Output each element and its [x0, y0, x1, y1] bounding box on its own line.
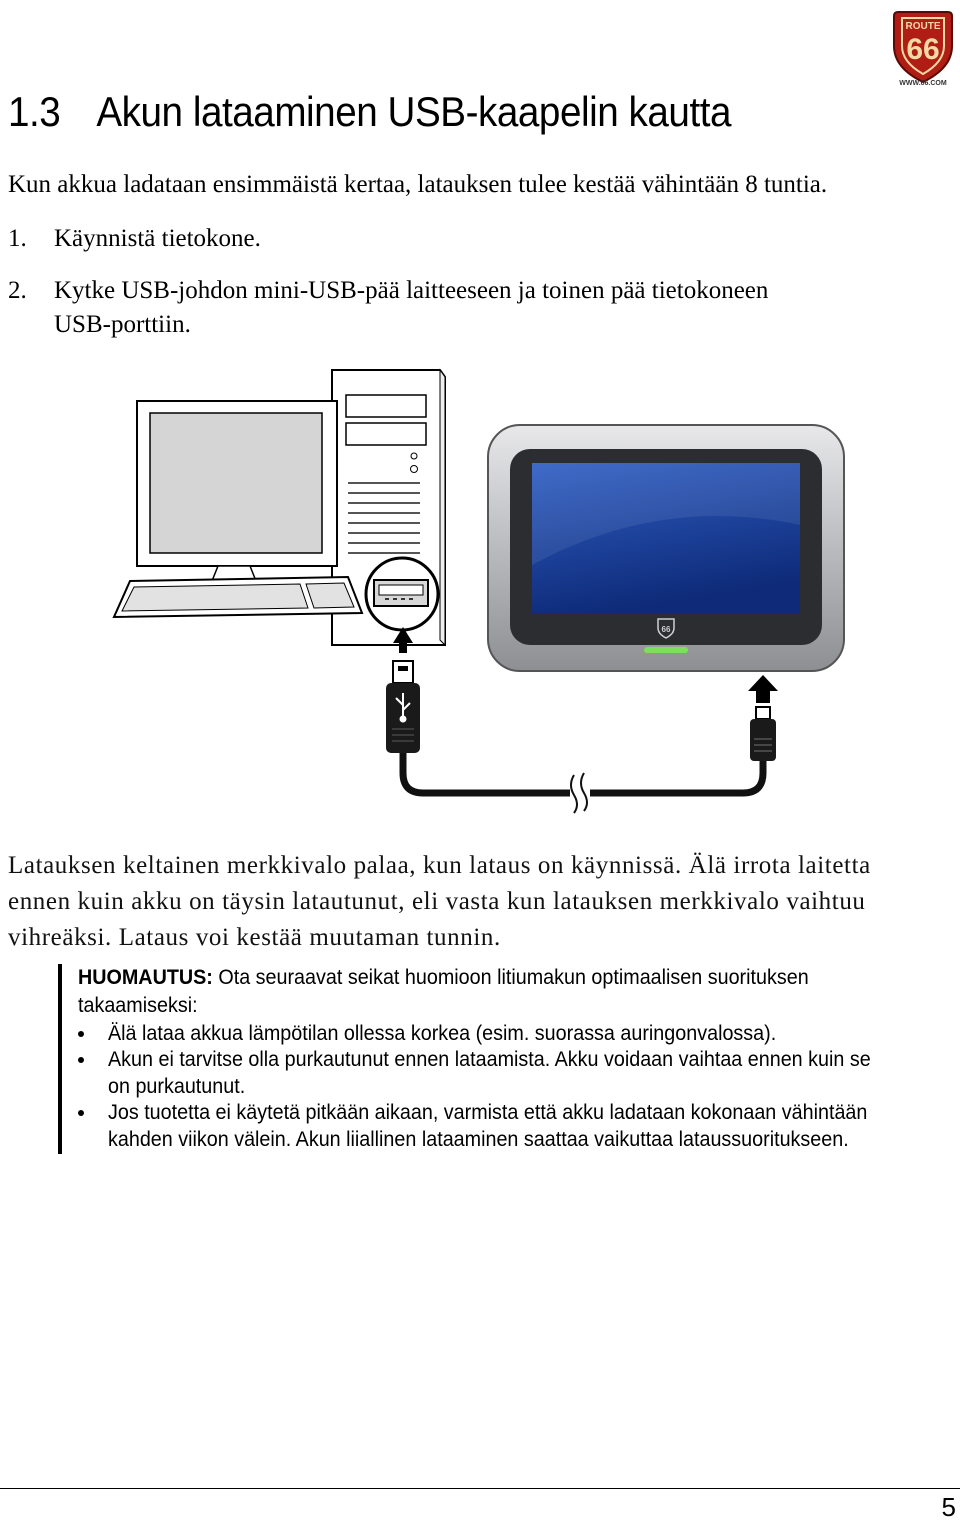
note-text-continued: takaamiseksi:	[78, 994, 198, 1017]
note-label: HUOMAUTUS:	[78, 966, 213, 989]
step-text: Kytke USB-johdon mini-USB-pää laitteeseen ja toinen pää tietokoneen	[54, 277, 769, 304]
paragraph-line: vihreäksi. Lataus voi kestää muutaman tunnin.	[8, 924, 501, 951]
usb-connection-illustration	[100, 365, 860, 815]
bullet-icon	[78, 1031, 84, 1037]
section-number: 1.3	[8, 88, 61, 135]
note-box	[58, 964, 960, 1154]
logo-number: 66	[906, 33, 940, 66]
arrow-up-icon	[748, 675, 778, 703]
device-brand-logo: 66	[661, 625, 671, 634]
bullet-text: Jos tuotetta ei käytetä pitkään aikaan, varmista että akku ladataan kokonaan vähintään	[108, 1101, 868, 1124]
logo-url: WWW.66.COM	[899, 80, 947, 86]
step-text: USB-porttiin.	[54, 311, 191, 338]
note-intro	[78, 964, 958, 1020]
logo-top-text: ROUTE	[905, 21, 941, 32]
route66-logo	[890, 6, 956, 86]
footer-divider	[0, 1488, 960, 1489]
step-text: Käynnistä tietokone.	[54, 225, 261, 252]
usb-cable	[403, 753, 763, 813]
bullet-icon	[78, 1057, 84, 1063]
computer-keyboard	[114, 577, 362, 617]
bullet-text: Älä lataa akkua lämpötilan ollessa korkea (esim. suorassa auringonvalossa).	[108, 1022, 777, 1045]
bullet-text: kahden viikon välein. Akun liiallinen lataaminen saattaa vaikuttaa lataussuoritukseen.	[108, 1128, 849, 1151]
step-2-continued	[8, 308, 191, 342]
step-number: 1.	[8, 225, 27, 252]
bullet-text: on purkautunut.	[108, 1075, 246, 1098]
usb-port-closeup	[366, 558, 438, 630]
note-text: Ota seuraavat seikat huomioon litiumakun optimaalisen suorituksen	[212, 966, 809, 989]
section-title: Akun lataaminen USB-kaapelin kautta	[96, 88, 732, 135]
navigation-device	[488, 425, 844, 671]
step-2	[8, 274, 769, 308]
page-number: 5	[941, 1492, 956, 1522]
page-title	[8, 88, 731, 136]
mini-usb-plug	[750, 707, 776, 761]
step-number: 2.	[8, 277, 27, 304]
step-1	[8, 222, 261, 256]
intro-text: Kun akkua ladataan ensimmäistä kertaa, latauksen tulee kestää vähintään 8 tuntia.	[8, 171, 828, 198]
paragraph-line: Latauksen keltainen merkkivalo palaa, kun lataus on käynnissä. Älä irrota laitetta	[8, 852, 871, 879]
charging-info-paragraph	[8, 848, 958, 956]
bullet-icon	[78, 1110, 84, 1116]
computer-monitor	[137, 401, 337, 581]
usb-a-plug	[386, 661, 420, 753]
bullet-text: Akun ei tarvitse olla purkautunut ennen lataamista. Akku voidaan vaihtaa ennen kuin se	[108, 1048, 871, 1071]
paragraph-line: ennen kuin akku on täysin latautunut, eli vasta kun latauksen merkkivalo vaihtuu	[8, 888, 866, 915]
